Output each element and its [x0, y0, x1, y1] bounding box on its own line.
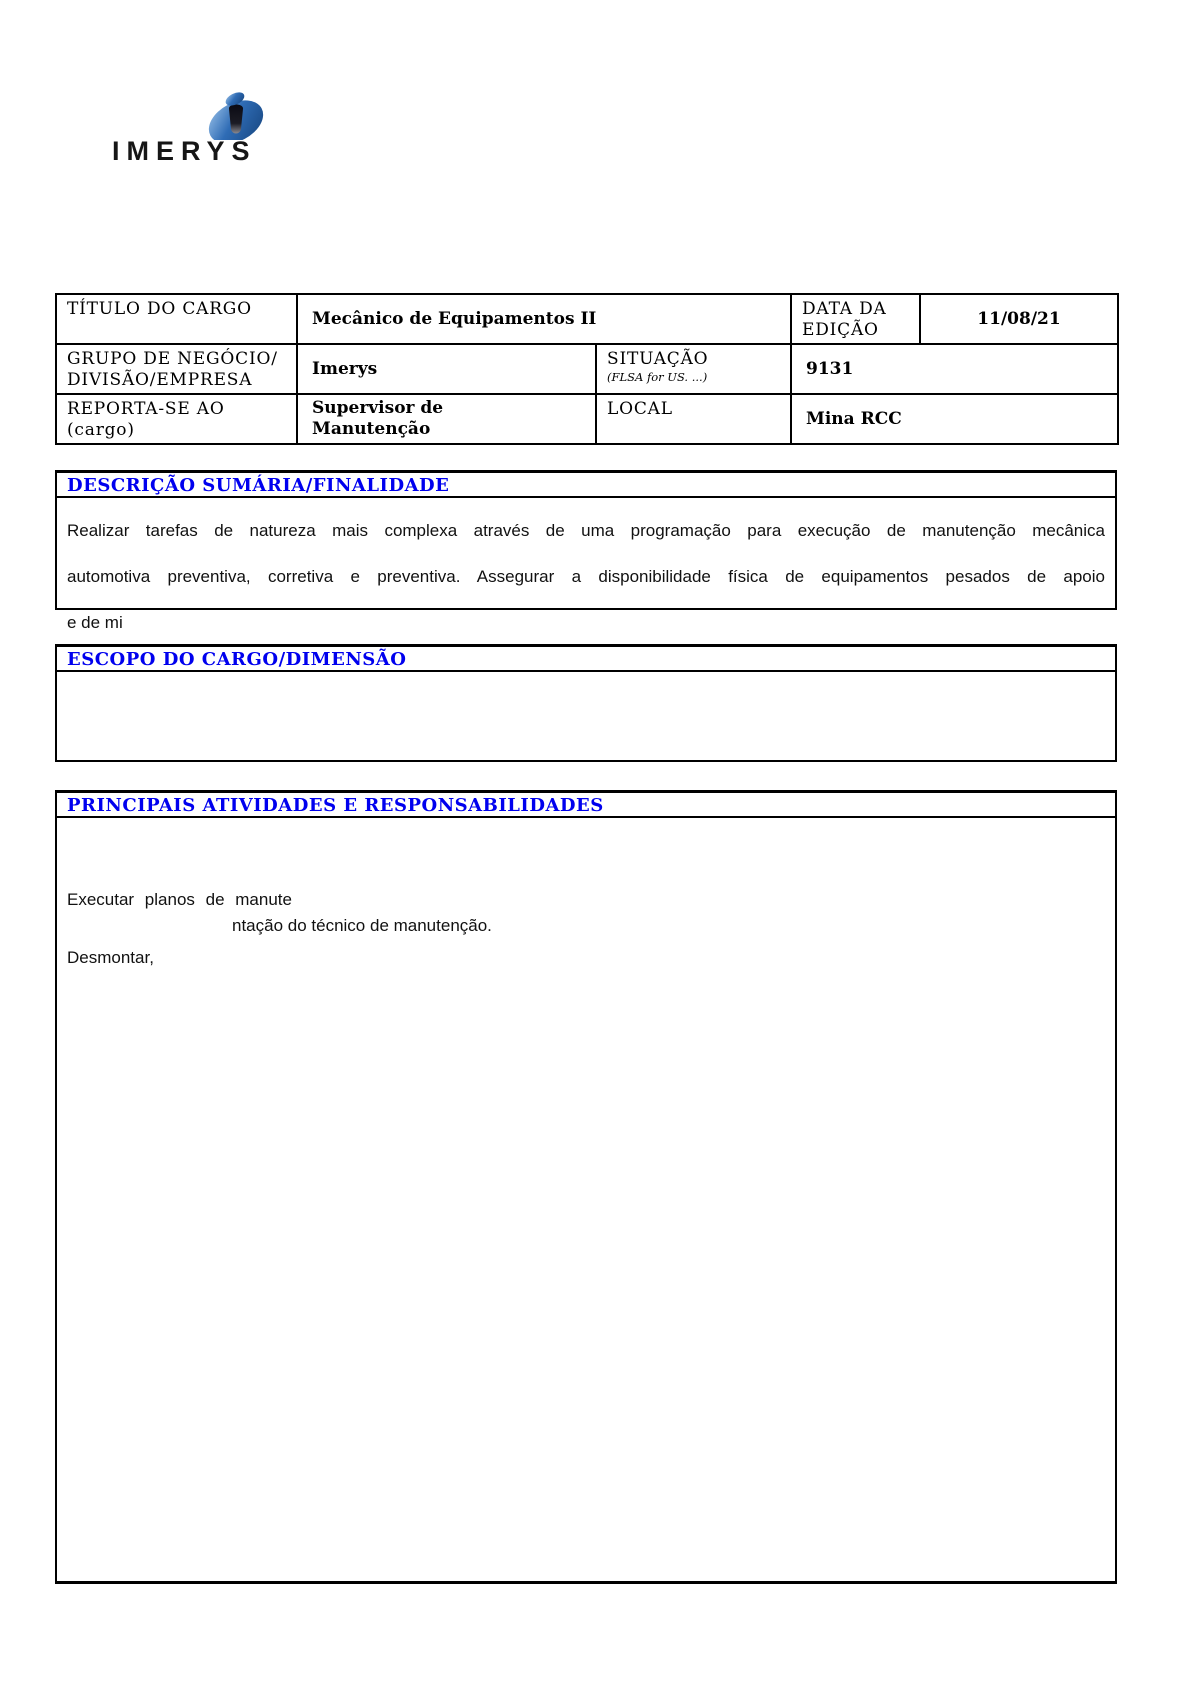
supervisor-value-line2: Manutenção: [312, 419, 431, 439]
table-row-grupo: [56, 344, 1118, 394]
logo-core-shape: [229, 105, 243, 134]
data-da-edicao-label-line1: DATA DA: [802, 299, 887, 319]
grupo-negocio-label: [56, 344, 297, 394]
table-row-reporta: [56, 394, 1118, 444]
imerys-logo-wordmark: IMERYS: [112, 136, 257, 166]
company-value: Imerys: [297, 344, 596, 394]
edition-date-value: 11/08/21: [920, 294, 1118, 344]
atividades-text-line1: Executar planos de manute: [67, 890, 292, 909]
data-da-edicao-label-line2: EDIÇÃO: [802, 320, 879, 340]
section-atividades-body: [57, 818, 1115, 1581]
situacao-value: 9131: [791, 344, 1118, 394]
atividades-text-line3: Desmontar,: [67, 948, 154, 967]
table-row-titulo: [56, 294, 1118, 344]
section-escopo-body: [57, 672, 1115, 760]
grupo-negocio-label-line2: DIVISÃO/EMPRESA: [67, 370, 253, 390]
grupo-negocio-label-line1: GRUPO DE NEGÓCIO/: [67, 349, 278, 369]
situacao-label: [596, 344, 791, 394]
atividades-text-line2: ntação do técnico de manutenção.: [232, 916, 492, 935]
imerys-logo: [105, 78, 265, 166]
local-label: LOCAL: [596, 394, 791, 444]
reporta-se-ao-label-line1: REPORTA-SE AO: [67, 399, 225, 419]
supervisor-value: [297, 394, 596, 444]
section-descricao: [55, 470, 1117, 632]
section-descricao-title: DESCRIÇÃO SUMÁRIA/FINALIDADE: [57, 473, 1115, 498]
job-header-table: [55, 293, 1119, 445]
section-escopo: [55, 644, 1117, 762]
section-atividades: [55, 790, 1117, 1584]
descricao-text-line1: Realizar tarefas de natureza mais complexa através de uma programação para execução de manutenção mecânica: [67, 521, 1105, 540]
descricao-text-line2: automotiva preventiva, corretiva e preventiva. Assegurar a disponibilidade física de equipamentos pesados de apoio: [67, 567, 1105, 586]
section-descricao-body: [57, 498, 1115, 632]
situacao-flsa-sublabel: (FLSA for US. ...): [607, 370, 708, 384]
data-da-edicao-label: [791, 294, 920, 344]
situacao-label-text: SITUAÇÃO: [607, 349, 709, 369]
titulo-do-cargo-label: TÍTULO DO CARGO: [56, 294, 297, 344]
section-escopo-title: ESCOPO DO CARGO/DIMENSÃO: [57, 647, 1115, 672]
local-value: Mina RCC: [791, 394, 1118, 444]
cargo-title-value: Mecânico de Equipamentos II: [297, 294, 791, 344]
section-atividades-title: PRINCIPAIS ATIVIDADES E RESPONSABILIDADES: [57, 793, 1115, 818]
supervisor-value-line1: Supervisor de: [312, 398, 444, 418]
reporta-se-ao-label-line2: (cargo): [67, 420, 135, 440]
imerys-logo-mark: [105, 78, 265, 140]
descricao-text-line3: e de mi: [67, 613, 123, 632]
reporta-se-ao-label: [56, 394, 297, 444]
